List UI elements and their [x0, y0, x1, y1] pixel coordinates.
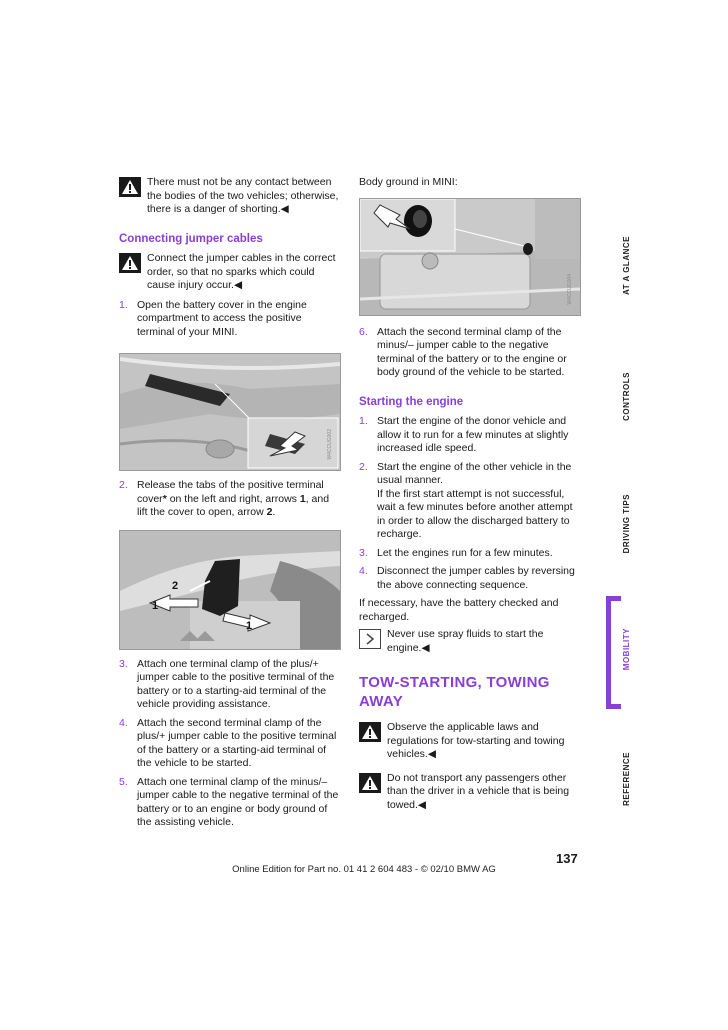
terminal-cover-figure — [119, 530, 341, 650]
steps-list-d — [359, 326, 581, 380]
warning-triangle-icon — [119, 253, 141, 273]
step-number: 1. — [359, 415, 368, 427]
arrow-label: 1 — [152, 599, 159, 612]
engine-compartment-illustration — [120, 354, 340, 470]
step-number: 3. — [119, 657, 128, 670]
note-spray-fluids — [359, 628, 581, 655]
section-heading-connecting: Connecting jumper cables — [119, 232, 263, 245]
step-text: Start the engine of the other vehicle in the usual manner. — [377, 460, 572, 486]
list-item — [359, 415, 581, 456]
warning-text: Observe the applicable laws and regulations for tow-starting and towing vehicles.◀ — [387, 721, 565, 760]
image-id: W4CCUG002 — [326, 429, 333, 460]
steps-list-e — [359, 415, 581, 592]
step-text: Let the engines run for a few minutes. — [377, 546, 553, 559]
active-section-bracket — [606, 596, 621, 709]
step-number: 4. — [359, 565, 368, 577]
step-text: Attach one terminal clamp of the plus/+ jumper cable to the positive terminal of the battery or to a starting-aid terminal of the vehicle providing assistance. — [137, 657, 335, 710]
list-item — [359, 461, 581, 542]
step-number: 2. — [119, 479, 128, 491]
step-text: Release the tabs of the positive terminal cover* on the left and right, arrows 1, and lift the cover to open, arrow 2. — [137, 479, 330, 518]
list-item — [119, 299, 341, 340]
step-text: Attach the second terminal clamp of the minus/– jumper cable to the negative terminal of the battery or to the engine or body ground of the vehicle to be started. — [377, 325, 567, 378]
step-text: Open the battery cover in the engine compartment to access the positive terminal of your MINI. — [137, 298, 307, 338]
list-item — [119, 479, 341, 520]
page-number: 137 — [556, 851, 578, 866]
step-text: Start the engine of the donor vehicle and allow it to run for a few minutes at slightly increased idle speed. — [377, 415, 569, 454]
steps-list-c — [119, 658, 341, 830]
warning-laws — [359, 721, 581, 762]
engine-ground-illustration — [360, 199, 580, 315]
tab-driving-tips[interactable]: DRIVING TIPS — [622, 494, 631, 554]
arrow-label: 2 — [172, 579, 179, 592]
warning-text: Connect the jumper cables in the correct order, so that no sparks which could cause injury occur.◀ — [147, 252, 336, 291]
list-item — [119, 658, 341, 712]
warning-triangle-icon — [359, 722, 381, 742]
tab-reference[interactable]: REFERENCE — [622, 752, 631, 806]
right-column — [359, 176, 581, 812]
step-number: 2. — [359, 460, 368, 473]
step-text: Attach one terminal clamp of the minus/– jumper cable to the negative terminal of the battery or to an engine or body ground of the assisting vehicle. — [137, 775, 339, 828]
section-heading-starting: Starting the engine — [359, 395, 464, 408]
step-number: 5. — [119, 775, 128, 788]
image-id: W4CCUG004 — [566, 273, 573, 305]
step-number: 3. — [359, 546, 368, 559]
note-text: Never use spray fluids to start the engine.◀ — [387, 628, 544, 654]
tab-at-a-glance[interactable]: AT A GLANCE — [622, 236, 631, 295]
warning-triangle-icon — [359, 773, 381, 793]
tab-mobility[interactable]: MOBILITY — [622, 628, 631, 671]
warning-order — [119, 252, 341, 293]
step-extra-text: If the first start attempt is not successful, wait a few minutes before another attempt in order to allow the discharged battery to recharge. — [377, 487, 573, 540]
note-arrow-icon — [359, 629, 381, 649]
edition-footer: Online Edition for Part no. 01 41 2 604 483 - © 02/10 BMW AG — [232, 864, 496, 875]
warning-text: Do not transport any passengers other than the driver in a vehicle that is being towed.◀ — [387, 771, 570, 811]
tab-controls[interactable]: CONTROLS — [622, 372, 631, 421]
list-item — [359, 547, 581, 561]
step-text: Disconnect the jumper cables by reversing the above connecting sequence. — [377, 565, 575, 591]
section-heading-tow-starting: TOW-STARTING, TOWING AWAY — [359, 674, 550, 710]
terminal-cover-illustration — [120, 531, 340, 649]
warning-text: There must not be any contact between the bodies of the two vehicles; otherwise, there is a danger of shorting.◀ — [147, 176, 339, 215]
step-number: 1. — [119, 298, 128, 311]
left-column — [119, 176, 341, 833]
battery-check-text: If necessary, have the battery checked and recharged. — [359, 597, 559, 623]
list-item — [359, 565, 581, 592]
step-number: 4. — [119, 716, 128, 729]
body-ground-figure — [359, 198, 581, 316]
warning-passengers — [359, 772, 581, 813]
steps-list-b — [119, 479, 341, 520]
arrow-label: 1 — [246, 619, 253, 632]
step-text: Attach the second terminal clamp of the plus/+ jumper cable to the positive terminal of the battery or a starting-aid terminal of the vehicle to be started. — [137, 716, 337, 769]
warning-contact — [119, 176, 341, 217]
step-number: 6. — [359, 325, 368, 338]
list-item — [359, 326, 581, 380]
steps-list-a — [119, 299, 341, 340]
body-ground-label: Body ground in MINI: — [359, 176, 458, 188]
list-item — [119, 717, 341, 771]
warning-triangle-icon — [119, 177, 141, 197]
list-item — [119, 776, 341, 830]
image-id: W4CCUG003 — [326, 607, 333, 639]
battery-cover-figure — [119, 353, 341, 471]
